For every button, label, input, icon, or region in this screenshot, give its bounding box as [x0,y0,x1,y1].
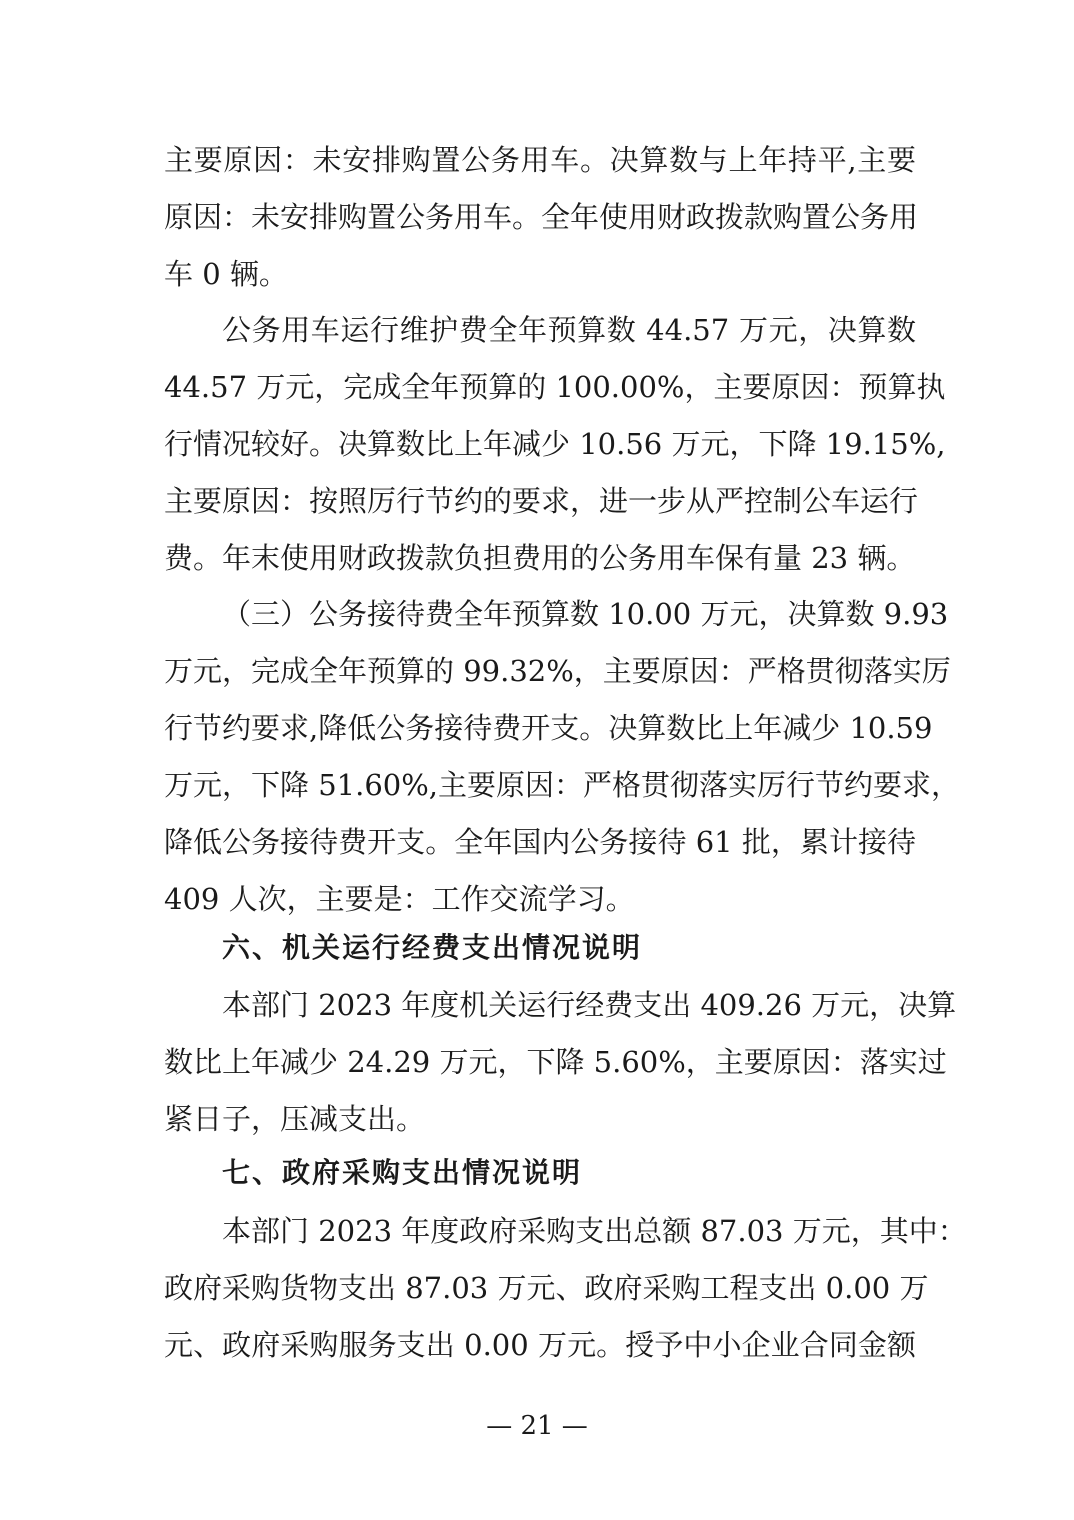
paragraph-line: 政府采购货物支出 87.03 万元、政府采购工程支出 0.00 万 [164,1271,929,1305]
paragraph-line: 44.57 万元，完成全年预算的 100.00%，主要原因：预算执 [164,370,946,404]
paragraph-line: 数比上年减少 24.29 万元，下降 5.60%，主要原因：落实过 [164,1045,947,1079]
paragraph-line: 主要原因：按照厉行节约的要求，进一步从严控制公车运行 [164,484,919,518]
paragraph-line: 原因：未安排购置公务用车。全年使用财政拨款购置公务用 [164,200,919,234]
paragraph-line: 费。年末使用财政拨款负担费用的公务用车保有量 23 辆。 [164,541,916,575]
paragraph-line: 元、政府采购服务支出 0.00 万元。授予中小企业合同金额 [164,1328,916,1362]
paragraph-line: 本部门 2023 年度机关运行经费支出 409.26 万元，决算 [222,988,957,1022]
page-number: — 21 — [486,1411,588,1441]
paragraph-line: 本部门 2023 年度政府采购支出总额 87.03 万元，其中： [222,1214,967,1248]
section-heading: 七、政府采购支出情况说明 [222,1156,583,1189]
paragraph-line: （三）公务接待费全年预算数 10.00 万元，决算数 9.93 [222,597,949,631]
paragraph-line: 万元，下降 51.60%,主要原因：严格贯彻落实厉行节约要求， [164,768,961,802]
paragraph-line: 车 0 辆。 [164,257,288,291]
paragraph-line: 行情况较好。决算数比上年减少 10.56 万元，下降 19.15%, [164,427,946,461]
paragraph-line: 主要原因：未安排购置公务用车。决算数与上年持平,主要 [164,143,916,177]
paragraph-line: 紧日子，压减支出。 [164,1102,426,1136]
paragraph-line: 公务用车运行维护费全年预算数 44.57 万元，决算数 [222,313,916,347]
paragraph-line: 行节约要求,降低公务接待费开支。决算数比上年减少 10.59 [164,711,933,745]
section-heading: 六、机关运行经费支出情况说明 [222,931,643,964]
paragraph-line: 409 人次，主要是：工作交流学习。 [164,882,635,916]
paragraph-line: 万元，完成全年预算的 99.32%，主要原因：严格贯彻落实厉 [164,654,951,688]
paragraph-line: 降低公务接待费开支。全年国内公务接待 61 批，累计接待 [164,825,916,859]
